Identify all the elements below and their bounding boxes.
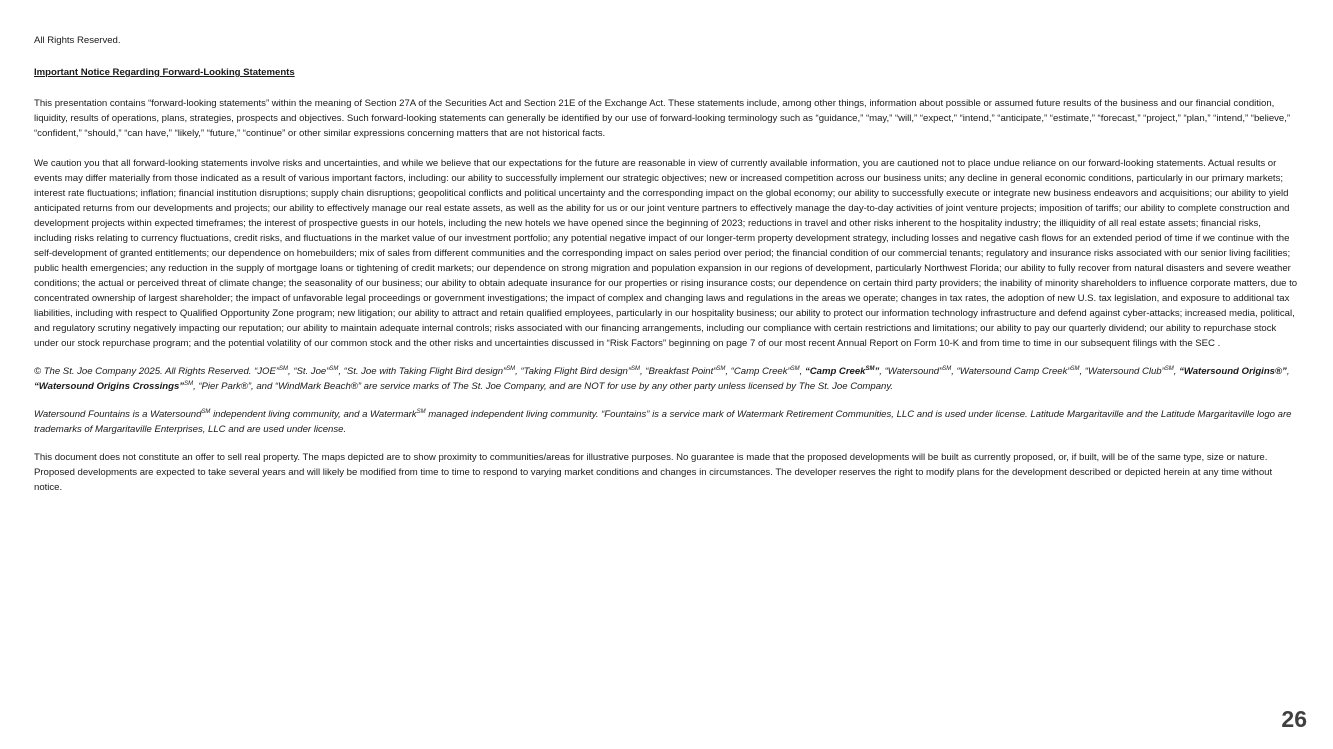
trademark-watersound-club: “Watersound Club”	[1084, 366, 1165, 377]
forward-looking-paragraph-2: We caution you that all forward-looking statements involve risks and uncertainties, and while we believe that our expectations for the future are reasonable in view of currently available information, you are cautioned not to place undue reliance on our forward-looking statements. Actual results or events may differ materially from those indicated as a result of various important factors, including: our ability to successfully implement our strategic objectives; new or increased competition across our business units; any decline in general economic conditions, particularly in our primary markets; interest rate fluctuations; inflation; financial institution disruptions; supply chain disruptions; geopolitical conflicts and political uncertainty and the corresponding impact on the global economy; our ability to successfully execute or integrate new business endeavors and acquisitions; our ability to yield anticipated returns from our developments and projects; our ability to effectively manage our real estate assets, as well as the ability for us or our joint venture partners to effectively manage the day-to-day activities of joint venture projects; imposition of tariffs; our ability to complete construction and development projects within expected timeframes; the interest of prospective guests in our hotels, including the new hotels we have opened since the beginning of 2023; reductions in travel and other risks inherent to the hospitality industry; the illiquidity of all real estate assets; financial risks, including risks relating to currency fluctuations, credit risks, and fluctuations in the market value of our investment portfolio; any potential negative impact of our longer-term property development strategy, including losses and negative cash flows for an extended period of time if we continue with the self-development of granted entitlements; our dependence on homebuilders; mix of sales from different communities and the corresponding impact on sales period over period; the financial condition of our commercial tenants; regulatory and insurance risks associated with our senior living facilities; public health emergencies; any reduction in the supply of mortgage loans or tightening of credit markets; our dependence on strong migration and population expansion in our regions of development, particularly Northwest Florida; our ability to fully recover from natural disasters and severe weather conditions; the actual or perceived threat of climate change; the seasonality of our business; our ability to obtain adequate insurance for our properties or rising insurance costs; our dependence on certain third party providers; the inability of minority shareholders to influence corporate matters, due to concentrated ownership of largest shareholder; the impact of unfavorable legal proceedings or government investigations; the impact of complex and changing laws and regulations in the areas we operate; changes in tax rates, the adoption of new U.S. tax legislation, and exposure to additional tax liabilities, including with respect to Qualified Opportunity Zone program; new litigation; our ability to attract and retain qualified employees, particularly in our hospitality business; our ability to protect our information technology infrastructure and defend against cyber-attacks; increased media, political, and regulatory scrutiny negatively impacting our reputation; our ability to maintain adequate internal controls; risks associated with our financing arrangements, including our compliance with certain restrictions and limitations; our ability to pay our quarterly dividend; our ability to repurchase stock under our stock repurchase program; and the potential volatility of our common stock and the other risks and uncertainties discussed in “Risk Factors” beginning on page 7 of our most recent Annual Report on Form 10-K and from time to time in our subsequent filings with the SEC .	[34, 158, 1298, 349]
trademark-breakfast-point: “Breakfast Point”	[645, 366, 717, 377]
service-mark-symbol: SM	[631, 365, 640, 372]
service-marks-suffix: ” are service marks of The St. Joe Company, and are NOT for use by any other party unless licensed by The St. Joe Company.	[357, 381, 894, 392]
rights-reserved-top: All Rights Reserved.	[34, 35, 121, 46]
watersound-fountains-notice	[34, 407, 1300, 437]
service-mark-symbol: SM	[279, 365, 289, 372]
page-number: 26	[1281, 706, 1307, 732]
trademark-pier-park: “Pier Park®”	[198, 381, 252, 392]
trademark-camp-creek: “Camp Creek”	[730, 366, 791, 377]
service-mark-symbol: SM	[1164, 365, 1174, 372]
trademark-camp-creek-bold: “Camp Creek	[804, 366, 866, 377]
service-marks-notice: © The St. Joe Company 2025. All Rights Reserved. “JOE”℠, “St. Joe”℠, “St. Joe with Taking Flight Bird design”℠, “Taking Flight Bird design”℠, “Breakfast Point”℠, “Camp Creek”℠, “Camp Creek℠”, “Watersound”℠, “Watersound Camp Creek”℠, “Watersound Club”℠, “Watersound Origins®”, “Watersound Origins Crossings”℠, “Pier Park®”, and “WindMark Beach®” are service marks of The St. Joe Company, and are NOT for use by any other party unless licensed by The St. Joe Company.	[34, 365, 1290, 392]
service-mark-symbol: SM	[790, 365, 800, 372]
real-property-disclaimer: This document does not constitute an offer to sell real property. The maps depicted are to show proximity to communities/areas for illustrative purposes. No guarantee is made that the proposed developments will be built as currently proposed, or, if built, will be of the same type, size or nature. Proposed developments are expected to take several years and will likely be modified from time to time to respond to varying market conditions and changes in circumstances. The developer reserves the right to modify plans for the development described or depicted herein at any time without notice.	[34, 452, 1273, 493]
service-mark-symbol: SM	[865, 365, 875, 372]
legal-content	[34, 33, 1300, 495]
service-mark-symbol: SM	[506, 365, 516, 372]
copyright-prefix: © The St. Joe Company 2025. All Rights Reserved. “JOE”	[34, 366, 280, 377]
trademark-bird-design: “St. Joe with Taking Flight Bird design”	[343, 366, 507, 377]
trademark-st-joe: “St. Joe”	[293, 366, 330, 377]
fountains-text-1: Watersound Fountains is a Watersound	[34, 409, 202, 420]
service-mark-symbol: SM	[184, 380, 194, 387]
service-mark-symbol: SM	[201, 408, 211, 415]
fountains-text-3: managed independent living community. “Fountains” is a service mark of Watermark Retirement Communities, LLC and is used under license. Latitude Margaritaville and the Latitude Margaritaville logo are trademarks of Margaritaville Enterprises, LLC and are used under license.	[34, 409, 1292, 435]
service-mark-symbol: SM	[942, 365, 952, 372]
forward-looking-heading: Important Notice Regarding Forward-Looking Statements	[34, 67, 295, 78]
service-mark-symbol: SM	[1070, 365, 1080, 372]
service-mark-symbol: SM	[716, 365, 726, 372]
service-mark-symbol: SM	[416, 408, 426, 415]
trademark-watersound-camp-creek: “Watersound Camp Creek”	[956, 366, 1071, 377]
forward-looking-paragraph-1: This presentation contains “forward-looking statements” within the meaning of Section 27A of the Securities Act and Section 21E of the Exchange Act. These statements include, among other things, information about possible or assumed future results of the business and our financial condition, liquidity, results of operations, plans, strategies, prospects and objectives. Such forward-looking statements can generally be identified by our use of forward-looking terminology such as “guidance,” “may,” “will,” “expect,” “intend,” “anticipate,” “estimate,” “forecast,” “project,” “plan,” “intend,” “believe,” “confident,” “should,” “can have,” “likely,” “future,” “continue” or other similar expressions concerning matters that are not historical facts.	[34, 98, 1291, 139]
trademark-watersound-origins: “Watersound Origins®”	[1179, 366, 1287, 377]
trademark-watersound: “Watersound”	[884, 366, 943, 377]
trademark-taking-flight: “Taking Flight Bird design”	[520, 366, 632, 377]
service-mark-symbol: SM	[329, 365, 339, 372]
trademark-windmark-beach: and “WindMark Beach®	[256, 381, 358, 392]
trademark-origins-crossings: “Watersound Origins Crossings”	[34, 381, 185, 392]
fountains-text-2: independent living community, and a Watermark	[210, 409, 417, 420]
